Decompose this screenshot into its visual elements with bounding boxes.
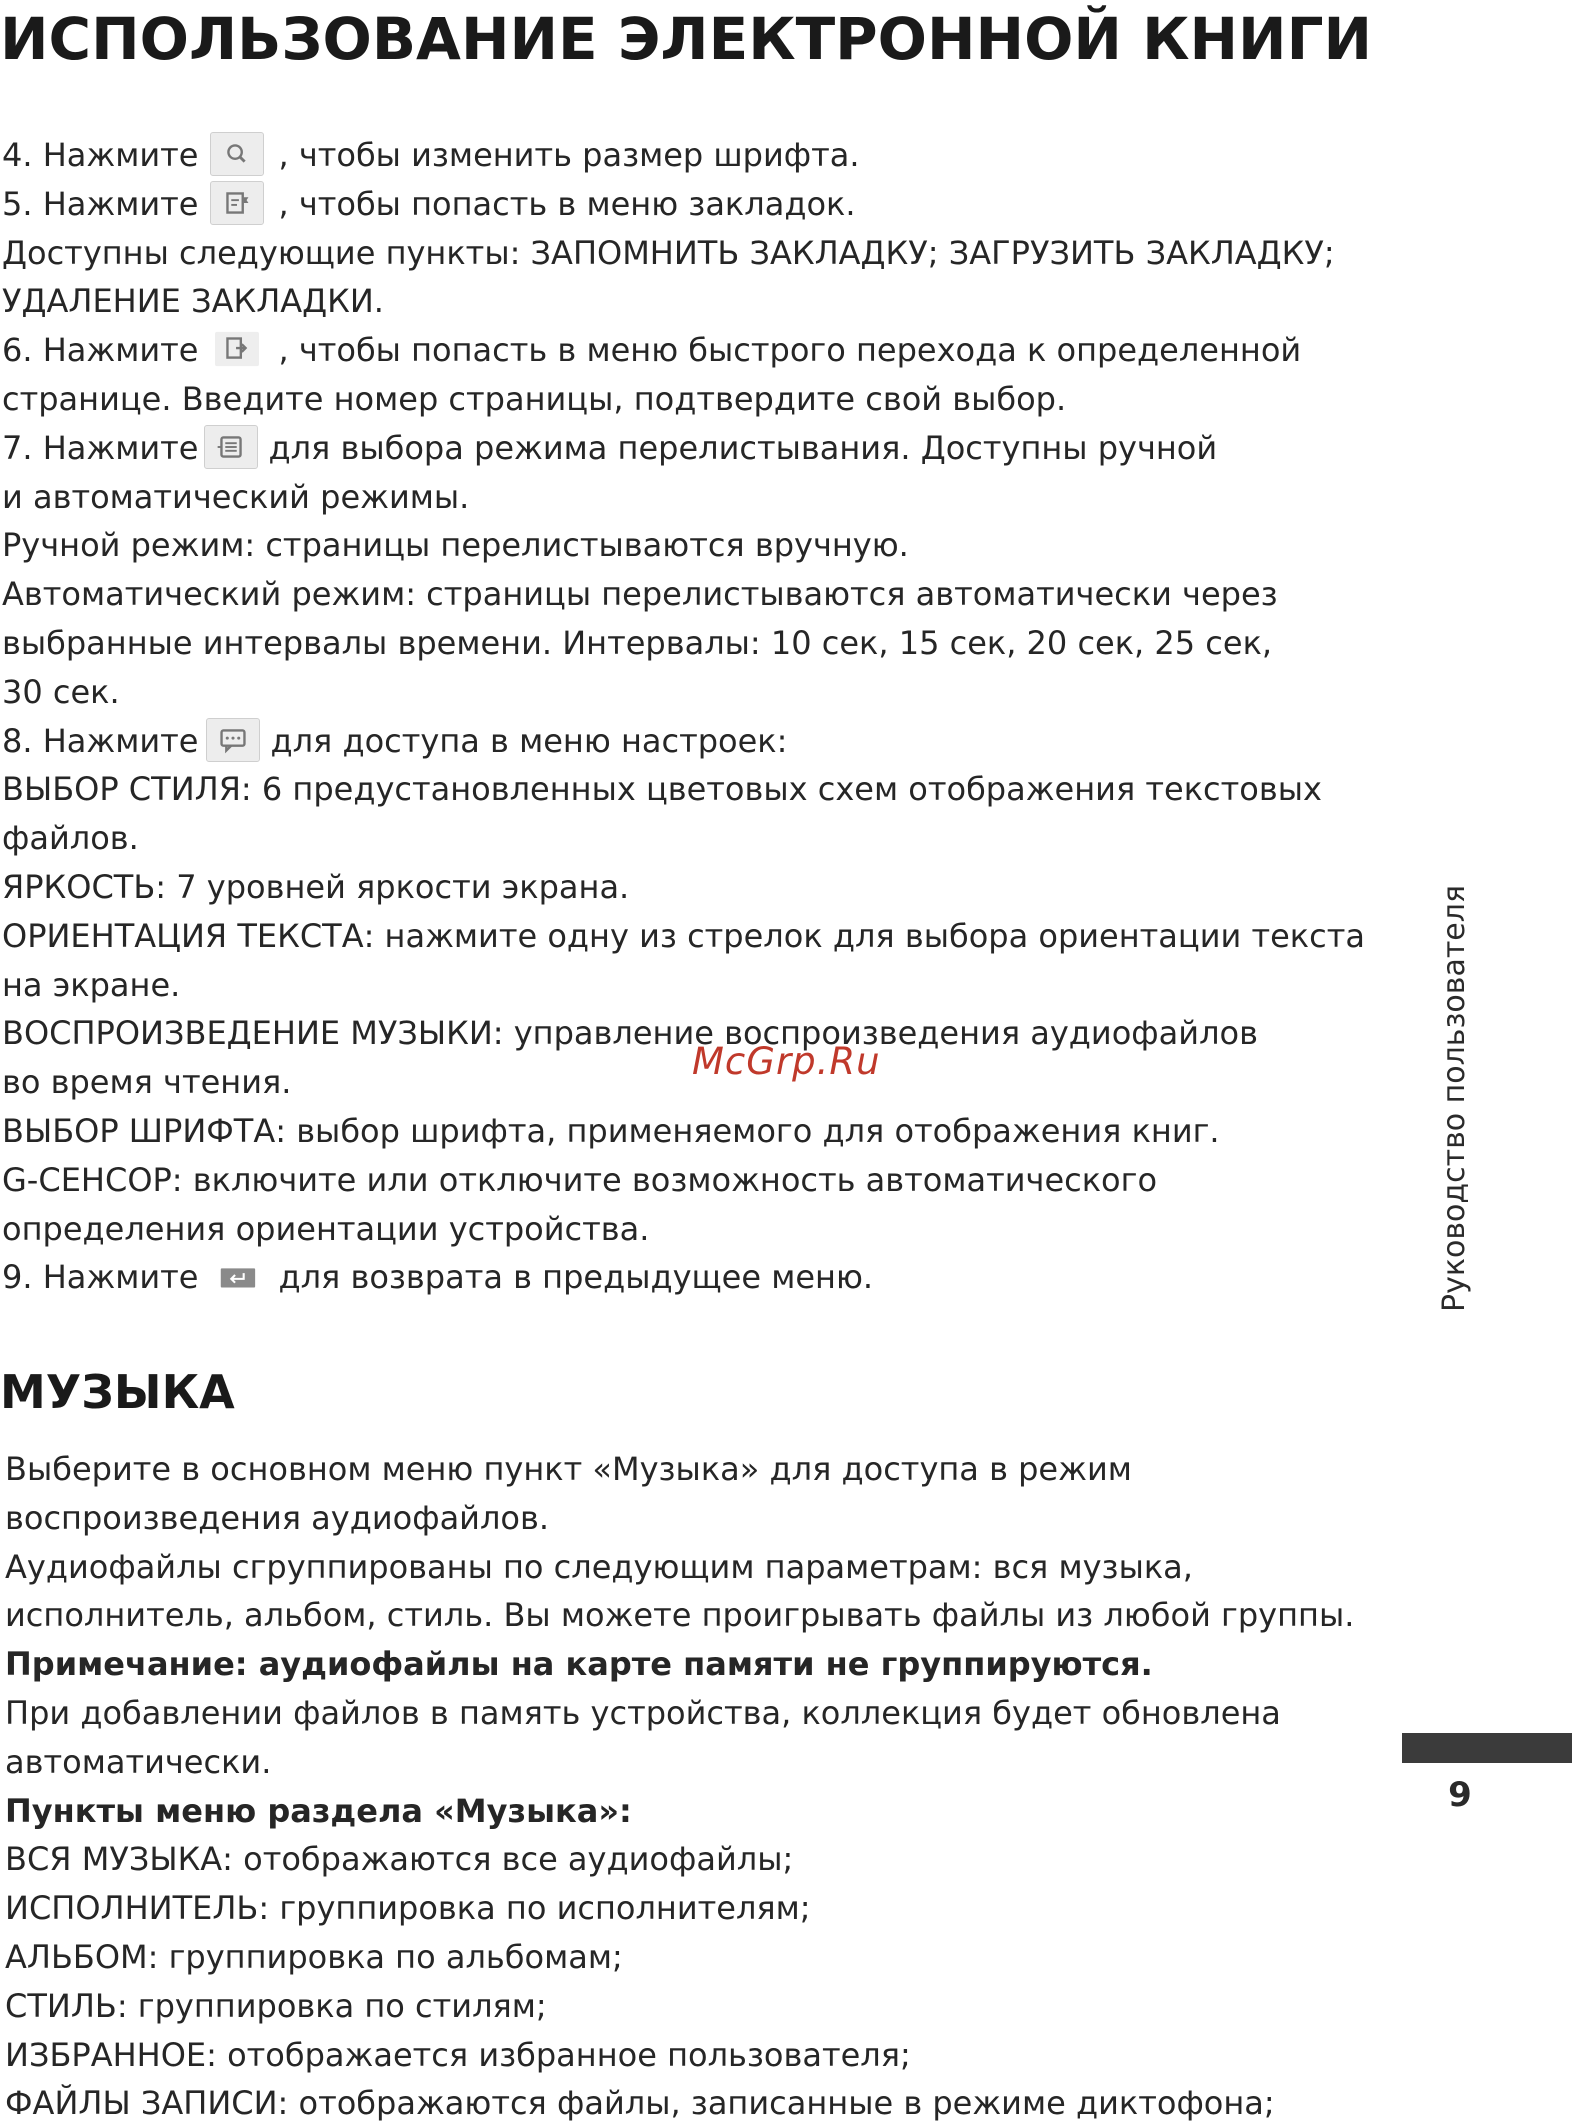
step-7-line: [2, 424, 1382, 473]
step-5-line: [2, 180, 1382, 229]
list-item: ИЗБРАННОЕ: отображается избранное пользователя;: [5, 2035, 911, 2074]
list-item: ФАЙЛЫ ЗАПИСИ: отображаются файлы, записанные в режиме диктофона;: [5, 2084, 1275, 2123]
settings-icon: [206, 718, 260, 762]
bookmark-icon: [210, 181, 264, 225]
orientation-line-2: на экране.: [2, 965, 181, 1004]
music-intro-line: Выберите в основном меню пункт «Музыка» для доступа в режим: [5, 1450, 1132, 1488]
music-note: Примечание: аудиофайлы на карте памяти не группируются.: [5, 1645, 1153, 1684]
step-5-prefix: 5. Нажмите: [2, 184, 199, 223]
music-playback-line: ВОСПРОИЗВЕДЕНИЕ МУЗЫКИ: управление воспроизведения аудиофайлов: [2, 1014, 1258, 1053]
brightness-line: ЯРКОСТЬ: 7 уровней яркости экрана.: [2, 867, 630, 906]
style-line: ВЫБОР СТИЛЯ: 6 предустановленных цветовых схем отображения текстовых: [2, 770, 1322, 809]
step-5-text: , чтобы попасть в меню закладок.: [278, 184, 856, 223]
g-sensor-line: G-СЕНСОР: включите или отключите возможность автоматического: [2, 1160, 1158, 1199]
goto-page-icon: [210, 327, 264, 371]
music-update-line-2: автоматически.: [5, 1742, 272, 1781]
music-update-line: При добавлении файлов в память устройства, коллекция будет обновлена: [5, 1693, 1281, 1732]
step-7-prefix: 7. Нажмите: [2, 428, 199, 467]
page-turn-icon: [204, 425, 258, 469]
font-select-line: ВЫБОР ШРИФТА: выбор шрифта, применяемого для отображения книг.: [2, 1111, 1220, 1150]
step-4-text: , чтобы изменить размер шрифта.: [278, 136, 860, 174]
step-9-prefix: 9. Нажмите: [2, 1258, 199, 1297]
step-7-line-2: и автоматический режимы.: [2, 477, 470, 516]
step-6-line: [2, 326, 1382, 375]
step-9-line: [2, 1253, 1382, 1302]
style-line-2: файлов.: [2, 819, 139, 858]
manual-mode-line: Ручной режим: страницы перелистываются вручную.: [2, 526, 909, 565]
music-intro-line-2: воспроизведения аудиофайлов.: [5, 1498, 550, 1537]
page-number: 9: [1448, 1775, 1472, 1815]
list-item: ИСПОЛНИТЕЛЬ: группировка по исполнителям;: [5, 1889, 811, 1928]
step-4-line: [2, 131, 1382, 180]
step-7-text: для выбора режима перелистывания. Доступны ручной: [268, 428, 1218, 467]
list-item: АЛЬБОМ: группировка по альбомам;: [5, 1937, 623, 1976]
step-4-prefix: 4. Нажмите: [2, 136, 199, 174]
sidebar-label: Руководство пользователя: [1437, 885, 1472, 1312]
page-title: ИСПОЛЬЗОВАНИЕ ЭЛЕКТРОННОЙ КНИГИ: [0, 5, 1373, 73]
section-title-music: МУЗЫКА: [0, 1365, 235, 1419]
search-icon: [210, 132, 264, 176]
music-groups-line: Аудиофайлы сгруппированы по следующим параметрам: вся музыка,: [5, 1547, 1193, 1586]
auto-mode-line: Автоматический режим: страницы перелистываются автоматически через: [2, 575, 1278, 614]
step-8-prefix: 8. Нажмите: [2, 721, 199, 760]
orientation-line: ОРИЕНТАЦИЯ ТЕКСТА: нажмите одну из стрелок для выбора ориентации текста: [2, 916, 1365, 955]
music-groups-line-2: исполнитель, альбом, стиль. Вы можете проигрывать файлы из любой группы.: [5, 1596, 1355, 1635]
ebook-instructions: [2, 131, 1382, 1302]
g-sensor-line-2: определения ориентации устройства.: [2, 1209, 650, 1248]
list-item: ВСЯ МУЗЫКА: отображаются все аудиофайлы;: [5, 1840, 794, 1879]
music-menu-heading: Пункты меню раздела «Музыка»:: [5, 1791, 632, 1830]
step-8-text: для доступа в меню настроек:: [270, 721, 788, 760]
step-6-prefix: 6. Нажмите: [2, 331, 199, 370]
bookmark-options-line: Доступны следующие пункты: ЗАПОМНИТЬ ЗАКЛАДКУ; ЗАГРУЗИТЬ ЗАКЛАДКУ;: [2, 233, 1335, 272]
back-icon: [210, 1254, 264, 1298]
step-8-line: [2, 717, 1382, 766]
auto-mode-line-2: выбранные интервалы времени. Интервалы: 10 сек, 15 сек, 20 сек, 25 сек,: [2, 623, 1273, 662]
auto-mode-line-3: 30 сек.: [2, 672, 120, 711]
list-item: СТИЛЬ: группировка по стилям;: [5, 1986, 547, 2025]
music-playback-line-2: во время чтения.: [2, 1063, 292, 1102]
bookmark-options-line-2: УДАЛЕНИЕ ЗАКЛАДКИ.: [2, 282, 384, 321]
step-6-text: , чтобы попасть в меню быстрого перехода к определенной: [278, 331, 1302, 370]
watermark: McGrp.Ru: [692, 1040, 881, 1083]
step-9-text: для возврата в предыдущее меню.: [278, 1258, 874, 1297]
side-bar: [1402, 1733, 1572, 1763]
music-section: [5, 1445, 1385, 2128]
step-6-line-2: странице. Введите номер страницы, подтвердите свой выбор.: [2, 379, 1067, 418]
